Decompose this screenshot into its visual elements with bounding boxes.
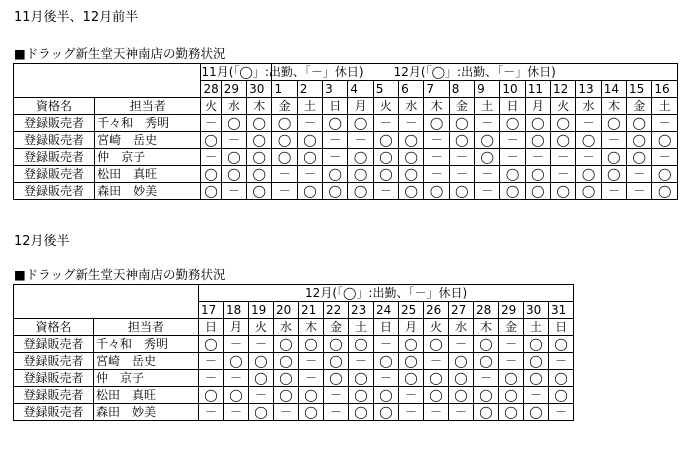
attendance-mark: ◯ — [199, 336, 224, 353]
header-november: 11月(「◯」:出勤、「－」休日) — [201, 65, 364, 79]
schedule-table-2 — [13, 284, 574, 421]
attendance-mark: － — [549, 404, 574, 421]
attendance-mark: － — [551, 149, 576, 166]
table-row — [14, 132, 678, 149]
day-number: 31 — [549, 302, 574, 319]
attendance-mark: － — [424, 132, 449, 149]
attendance-mark: ◯ — [199, 387, 224, 404]
attendance-mark: － — [272, 166, 297, 183]
attendance-mark: ◯ — [399, 166, 424, 183]
attendance-mark: － — [249, 336, 274, 353]
person-name-cell: 千々和 秀明 — [94, 336, 199, 353]
weekday: 火 — [201, 98, 221, 115]
qualification-cell: 登録販売者 — [14, 353, 94, 370]
day-number: 12 — [551, 81, 576, 98]
weekday: 土 — [524, 319, 549, 336]
attendance-mark: ◯ — [349, 370, 374, 387]
attendance-mark: ◯ — [274, 353, 299, 370]
attendance-mark: － — [424, 149, 449, 166]
person-name-cell: 千々和 秀明 — [95, 115, 201, 132]
weekday: 金 — [499, 319, 524, 336]
col-qualification-header: 資格名 — [14, 98, 95, 115]
attendance-mark: － — [524, 387, 549, 404]
attendance-mark: ◯ — [424, 115, 449, 132]
attendance-mark: － — [373, 115, 398, 132]
weekday: 木 — [299, 319, 324, 336]
table-row — [14, 370, 574, 387]
section1-subtitle: ■ドラッグ新生堂天神南店の勤務状況 — [14, 46, 226, 61]
header-row-months — [14, 285, 574, 302]
attendance-mark: － — [424, 404, 449, 421]
section1-heading: 11月後半、12月前半 — [14, 10, 139, 25]
weekday: 日 — [374, 319, 399, 336]
attendance-mark: － — [549, 353, 574, 370]
attendance-mark: ◯ — [201, 166, 221, 183]
attendance-mark: － — [449, 149, 474, 166]
attendance-mark: ◯ — [499, 387, 524, 404]
attendance-mark: － — [449, 166, 474, 183]
attendance-mark: ◯ — [323, 183, 348, 200]
day-number: 29 — [221, 81, 246, 98]
attendance-mark: ◯ — [549, 370, 574, 387]
attendance-mark: ◯ — [627, 132, 652, 149]
attendance-mark: ◯ — [247, 183, 272, 200]
attendance-mark: ◯ — [299, 336, 324, 353]
day-number: 5 — [373, 81, 398, 98]
table-row — [14, 404, 574, 421]
day-number: 8 — [449, 81, 474, 98]
attendance-mark: ◯ — [374, 404, 399, 421]
attendance-mark: － — [374, 370, 399, 387]
attendance-mark: ◯ — [601, 115, 626, 132]
day-number: 19 — [249, 302, 274, 319]
header-december: 12月(「◯」:出勤、「－」休日) — [199, 285, 574, 302]
person-name-cell: 森田 妙美 — [94, 404, 199, 421]
attendance-mark: ◯ — [374, 353, 399, 370]
attendance-mark: － — [627, 183, 652, 200]
attendance-mark: ◯ — [324, 336, 349, 353]
weekday: 金 — [449, 98, 474, 115]
attendance-mark: ◯ — [349, 387, 374, 404]
attendance-mark: ◯ — [601, 166, 626, 183]
attendance-mark: － — [576, 149, 601, 166]
attendance-mark: ◯ — [449, 387, 474, 404]
weekday: 日 — [199, 319, 224, 336]
col-qualification-header: 資格名 — [14, 319, 94, 336]
attendance-mark: － — [601, 132, 626, 149]
attendance-mark: － — [324, 387, 349, 404]
attendance-mark: － — [373, 183, 398, 200]
attendance-mark: ◯ — [424, 387, 449, 404]
weekday: 水 — [399, 98, 424, 115]
qualification-cell: 登録販売者 — [14, 370, 94, 387]
attendance-mark: ◯ — [500, 115, 525, 132]
day-number: 20 — [274, 302, 299, 319]
attendance-mark: － — [349, 353, 374, 370]
attendance-mark: ◯ — [297, 149, 322, 166]
attendance-mark: ◯ — [551, 183, 576, 200]
attendance-mark: ◯ — [201, 132, 221, 149]
attendance-mark: ◯ — [549, 336, 574, 353]
col-person-header: 担当者 — [94, 319, 199, 336]
attendance-mark: － — [499, 336, 524, 353]
person-name-cell: 松田 真旺 — [95, 166, 201, 183]
weekday: 火 — [249, 319, 274, 336]
day-number: 22 — [324, 302, 349, 319]
attendance-mark: ◯ — [272, 149, 297, 166]
day-number: 27 — [449, 302, 474, 319]
attendance-mark: － — [297, 115, 322, 132]
attendance-mark: ◯ — [274, 387, 299, 404]
attendance-mark: － — [551, 166, 576, 183]
qualification-cell: 登録販売者 — [14, 183, 95, 200]
attendance-mark: － — [374, 336, 399, 353]
day-number: 16 — [652, 81, 678, 98]
weekday: 水 — [221, 98, 246, 115]
attendance-mark: ◯ — [247, 115, 272, 132]
attendance-mark: － — [449, 404, 474, 421]
person-name-cell: 宮崎 岳史 — [94, 353, 199, 370]
attendance-mark: ◯ — [324, 370, 349, 387]
attendance-mark: － — [525, 149, 550, 166]
attendance-mark: ◯ — [348, 115, 373, 132]
weekday: 木 — [474, 319, 499, 336]
attendance-mark: ◯ — [348, 183, 373, 200]
attendance-mark: ◯ — [424, 183, 449, 200]
attendance-mark: ◯ — [449, 132, 474, 149]
attendance-mark: ◯ — [373, 149, 398, 166]
day-number: 7 — [424, 81, 449, 98]
weekday: 日 — [549, 319, 574, 336]
section2-subtitle: ■ドラッグ新生堂天神南店の勤務状況 — [14, 267, 226, 282]
attendance-mark: ◯ — [627, 149, 652, 166]
person-name-cell: 森田 妙美 — [95, 183, 201, 200]
attendance-mark: ◯ — [652, 132, 678, 149]
attendance-mark: ◯ — [424, 336, 449, 353]
attendance-mark: － — [475, 166, 500, 183]
attendance-mark: ◯ — [652, 166, 678, 183]
person-name-cell: 宮崎 岳史 — [95, 132, 201, 149]
day-number: 26 — [424, 302, 449, 319]
attendance-mark: ◯ — [500, 183, 525, 200]
attendance-mark: ◯ — [525, 183, 550, 200]
attendance-mark: － — [199, 353, 224, 370]
attendance-mark: － — [601, 183, 626, 200]
attendance-mark: － — [500, 132, 525, 149]
day-number: 9 — [475, 81, 500, 98]
attendance-mark: － — [274, 404, 299, 421]
attendance-mark: － — [499, 353, 524, 370]
weekday: 日 — [323, 98, 348, 115]
attendance-mark: － — [652, 149, 678, 166]
qualification-cell: 登録販売者 — [14, 404, 94, 421]
header-blank — [14, 64, 201, 81]
attendance-mark: ◯ — [324, 353, 349, 370]
schedule-table-1 — [13, 63, 678, 200]
attendance-mark: ◯ — [201, 183, 221, 200]
attendance-mark: ◯ — [274, 370, 299, 387]
header-row-weekdays — [14, 98, 678, 115]
attendance-mark: ◯ — [524, 336, 549, 353]
attendance-mark: ◯ — [297, 132, 322, 149]
day-number: 30 — [247, 81, 272, 98]
day-number: 30 — [524, 302, 549, 319]
weekday: 水 — [274, 319, 299, 336]
attendance-mark: ◯ — [373, 132, 398, 149]
attendance-mark: ◯ — [474, 353, 499, 370]
table-row — [14, 115, 678, 132]
attendance-mark: ◯ — [525, 166, 550, 183]
person-name-cell: 仲 京子 — [95, 149, 201, 166]
attendance-mark: ◯ — [449, 183, 474, 200]
attendance-mark: ◯ — [500, 166, 525, 183]
day-number: 2 — [297, 81, 322, 98]
attendance-mark: ◯ — [221, 149, 246, 166]
attendance-mark: ◯ — [474, 404, 499, 421]
attendance-mark: ◯ — [474, 387, 499, 404]
day-number: 28 — [201, 81, 221, 98]
attendance-mark: － — [500, 149, 525, 166]
attendance-mark: ◯ — [249, 370, 274, 387]
weekday: 火 — [551, 98, 576, 115]
attendance-mark: ◯ — [424, 370, 449, 387]
attendance-mark: － — [576, 115, 601, 132]
weekday: 月 — [224, 319, 249, 336]
attendance-mark: － — [474, 370, 499, 387]
attendance-mark: ◯ — [224, 353, 249, 370]
table-row — [14, 336, 574, 353]
attendance-mark: ◯ — [272, 132, 297, 149]
attendance-mark: － — [224, 404, 249, 421]
day-number: 4 — [348, 81, 373, 98]
weekday: 月 — [399, 319, 424, 336]
attendance-mark: ◯ — [221, 166, 246, 183]
attendance-mark: ◯ — [399, 336, 424, 353]
day-number: 23 — [349, 302, 374, 319]
attendance-mark: － — [324, 404, 349, 421]
attendance-mark: － — [201, 115, 221, 132]
attendance-mark: ◯ — [549, 387, 574, 404]
attendance-mark: ◯ — [247, 132, 272, 149]
weekday: 日 — [500, 98, 525, 115]
attendance-mark: ◯ — [374, 387, 399, 404]
attendance-mark: － — [249, 387, 274, 404]
attendance-mark: ◯ — [399, 132, 424, 149]
attendance-mark: ◯ — [348, 149, 373, 166]
weekday: 金 — [324, 319, 349, 336]
attendance-mark: － — [475, 183, 500, 200]
header-december: 12月(「◯」:出勤、「－」休日) — [272, 64, 678, 81]
attendance-mark: － — [299, 353, 324, 370]
day-number: 6 — [399, 81, 424, 98]
day-number: 21 — [299, 302, 324, 319]
day-number: 15 — [627, 81, 652, 98]
day-number: 29 — [499, 302, 524, 319]
weekday: 木 — [601, 98, 626, 115]
attendance-mark: ◯ — [551, 115, 576, 132]
weekday: 土 — [475, 98, 500, 115]
table-row — [14, 183, 678, 200]
attendance-mark: － — [424, 166, 449, 183]
attendance-mark: － — [348, 132, 373, 149]
attendance-mark: － — [224, 336, 249, 353]
day-number: 18 — [224, 302, 249, 319]
attendance-mark: ◯ — [249, 404, 274, 421]
attendance-mark: ◯ — [525, 115, 550, 132]
person-name-cell: 仲 京子 — [94, 370, 199, 387]
blank-cell — [14, 81, 201, 98]
attendance-mark: ◯ — [524, 370, 549, 387]
attendance-mark: ◯ — [247, 166, 272, 183]
attendance-mark: ◯ — [299, 387, 324, 404]
weekday: 水 — [449, 319, 474, 336]
attendance-mark: ◯ — [474, 336, 499, 353]
weekday: 木 — [247, 98, 272, 115]
attendance-mark: － — [201, 149, 221, 166]
attendance-mark: － — [199, 404, 224, 421]
day-number: 24 — [374, 302, 399, 319]
section2-heading: 12月後半 — [14, 234, 70, 249]
attendance-mark: ◯ — [524, 353, 549, 370]
attendance-mark: ◯ — [449, 115, 474, 132]
attendance-mark: － — [399, 404, 424, 421]
attendance-mark: ◯ — [499, 404, 524, 421]
weekday: 水 — [576, 98, 601, 115]
attendance-mark: ◯ — [499, 370, 524, 387]
attendance-mark: ◯ — [399, 183, 424, 200]
col-person-header: 担当者 — [95, 98, 201, 115]
attendance-mark: ◯ — [601, 149, 626, 166]
attendance-mark: － — [221, 132, 246, 149]
attendance-mark: ◯ — [247, 149, 272, 166]
attendance-mark: － — [323, 149, 348, 166]
qualification-cell: 登録販売者 — [14, 149, 95, 166]
attendance-mark: ◯ — [221, 115, 246, 132]
attendance-mark: ◯ — [576, 132, 601, 149]
attendance-mark: － — [627, 166, 652, 183]
table-row — [14, 166, 678, 183]
blank-cell — [14, 302, 199, 319]
day-number: 10 — [500, 81, 525, 98]
attendance-mark: ◯ — [652, 183, 678, 200]
qualification-cell: 登録販売者 — [14, 336, 94, 353]
table-row — [14, 149, 678, 166]
attendance-mark: － — [399, 387, 424, 404]
person-name-cell: 松田 真旺 — [94, 387, 199, 404]
attendance-mark: － — [424, 353, 449, 370]
weekday: 土 — [297, 98, 322, 115]
qualification-cell: 登録販売者 — [14, 132, 95, 149]
qualification-cell: 登録販売者 — [14, 387, 94, 404]
weekday: 土 — [652, 98, 678, 115]
attendance-mark: ◯ — [475, 132, 500, 149]
attendance-mark: ◯ — [323, 166, 348, 183]
attendance-mark: ◯ — [297, 183, 322, 200]
header-row-weekdays — [14, 319, 574, 336]
attendance-mark: ◯ — [576, 183, 601, 200]
attendance-mark: ◯ — [524, 404, 549, 421]
qualification-cell: 登録販売者 — [14, 166, 95, 183]
day-number: 17 — [199, 302, 224, 319]
attendance-mark: － — [475, 115, 500, 132]
attendance-mark: ◯ — [348, 166, 373, 183]
attendance-mark: ◯ — [449, 353, 474, 370]
day-number: 11 — [525, 81, 550, 98]
weekday: 月 — [348, 98, 373, 115]
attendance-mark: － — [449, 336, 474, 353]
attendance-mark: － — [221, 183, 246, 200]
attendance-mark: ◯ — [272, 115, 297, 132]
attendance-mark: － — [299, 370, 324, 387]
weekday: 月 — [525, 98, 550, 115]
header-row-days — [14, 81, 678, 98]
attendance-mark: ◯ — [249, 353, 274, 370]
attendance-mark: ◯ — [525, 132, 550, 149]
attendance-mark: － — [272, 183, 297, 200]
attendance-mark: － — [297, 166, 322, 183]
attendance-mark: ◯ — [449, 370, 474, 387]
header-row-months — [14, 64, 678, 81]
header-blank — [14, 285, 199, 302]
day-number: 25 — [399, 302, 424, 319]
attendance-mark: ◯ — [274, 336, 299, 353]
attendance-mark: ◯ — [627, 115, 652, 132]
attendance-mark: ◯ — [323, 115, 348, 132]
weekday: 火 — [424, 319, 449, 336]
attendance-mark: ◯ — [551, 132, 576, 149]
attendance-mark: ◯ — [475, 149, 500, 166]
header-row-days — [14, 302, 574, 319]
day-number: 28 — [474, 302, 499, 319]
table-row — [14, 387, 574, 404]
attendance-mark: ◯ — [299, 404, 324, 421]
day-number: 13 — [576, 81, 601, 98]
weekday: 金 — [627, 98, 652, 115]
attendance-mark: － — [652, 115, 678, 132]
day-number: 3 — [323, 81, 348, 98]
attendance-mark: － — [399, 115, 424, 132]
qualification-cell: 登録販売者 — [14, 115, 95, 132]
day-number: 14 — [601, 81, 626, 98]
weekday: 火 — [373, 98, 398, 115]
attendance-mark: ◯ — [224, 387, 249, 404]
attendance-mark: ◯ — [576, 166, 601, 183]
attendance-mark: － — [224, 370, 249, 387]
attendance-mark: ◯ — [373, 166, 398, 183]
weekday: 土 — [349, 319, 374, 336]
attendance-mark: ◯ — [399, 370, 424, 387]
table-row — [14, 353, 574, 370]
attendance-mark: ◯ — [349, 404, 374, 421]
day-number: 1 — [272, 81, 297, 98]
attendance-mark: － — [199, 370, 224, 387]
weekday: 金 — [272, 98, 297, 115]
attendance-mark: － — [323, 132, 348, 149]
weekday: 木 — [424, 98, 449, 115]
attendance-mark: ◯ — [349, 336, 374, 353]
attendance-mark: ◯ — [399, 149, 424, 166]
attendance-mark: ◯ — [399, 353, 424, 370]
